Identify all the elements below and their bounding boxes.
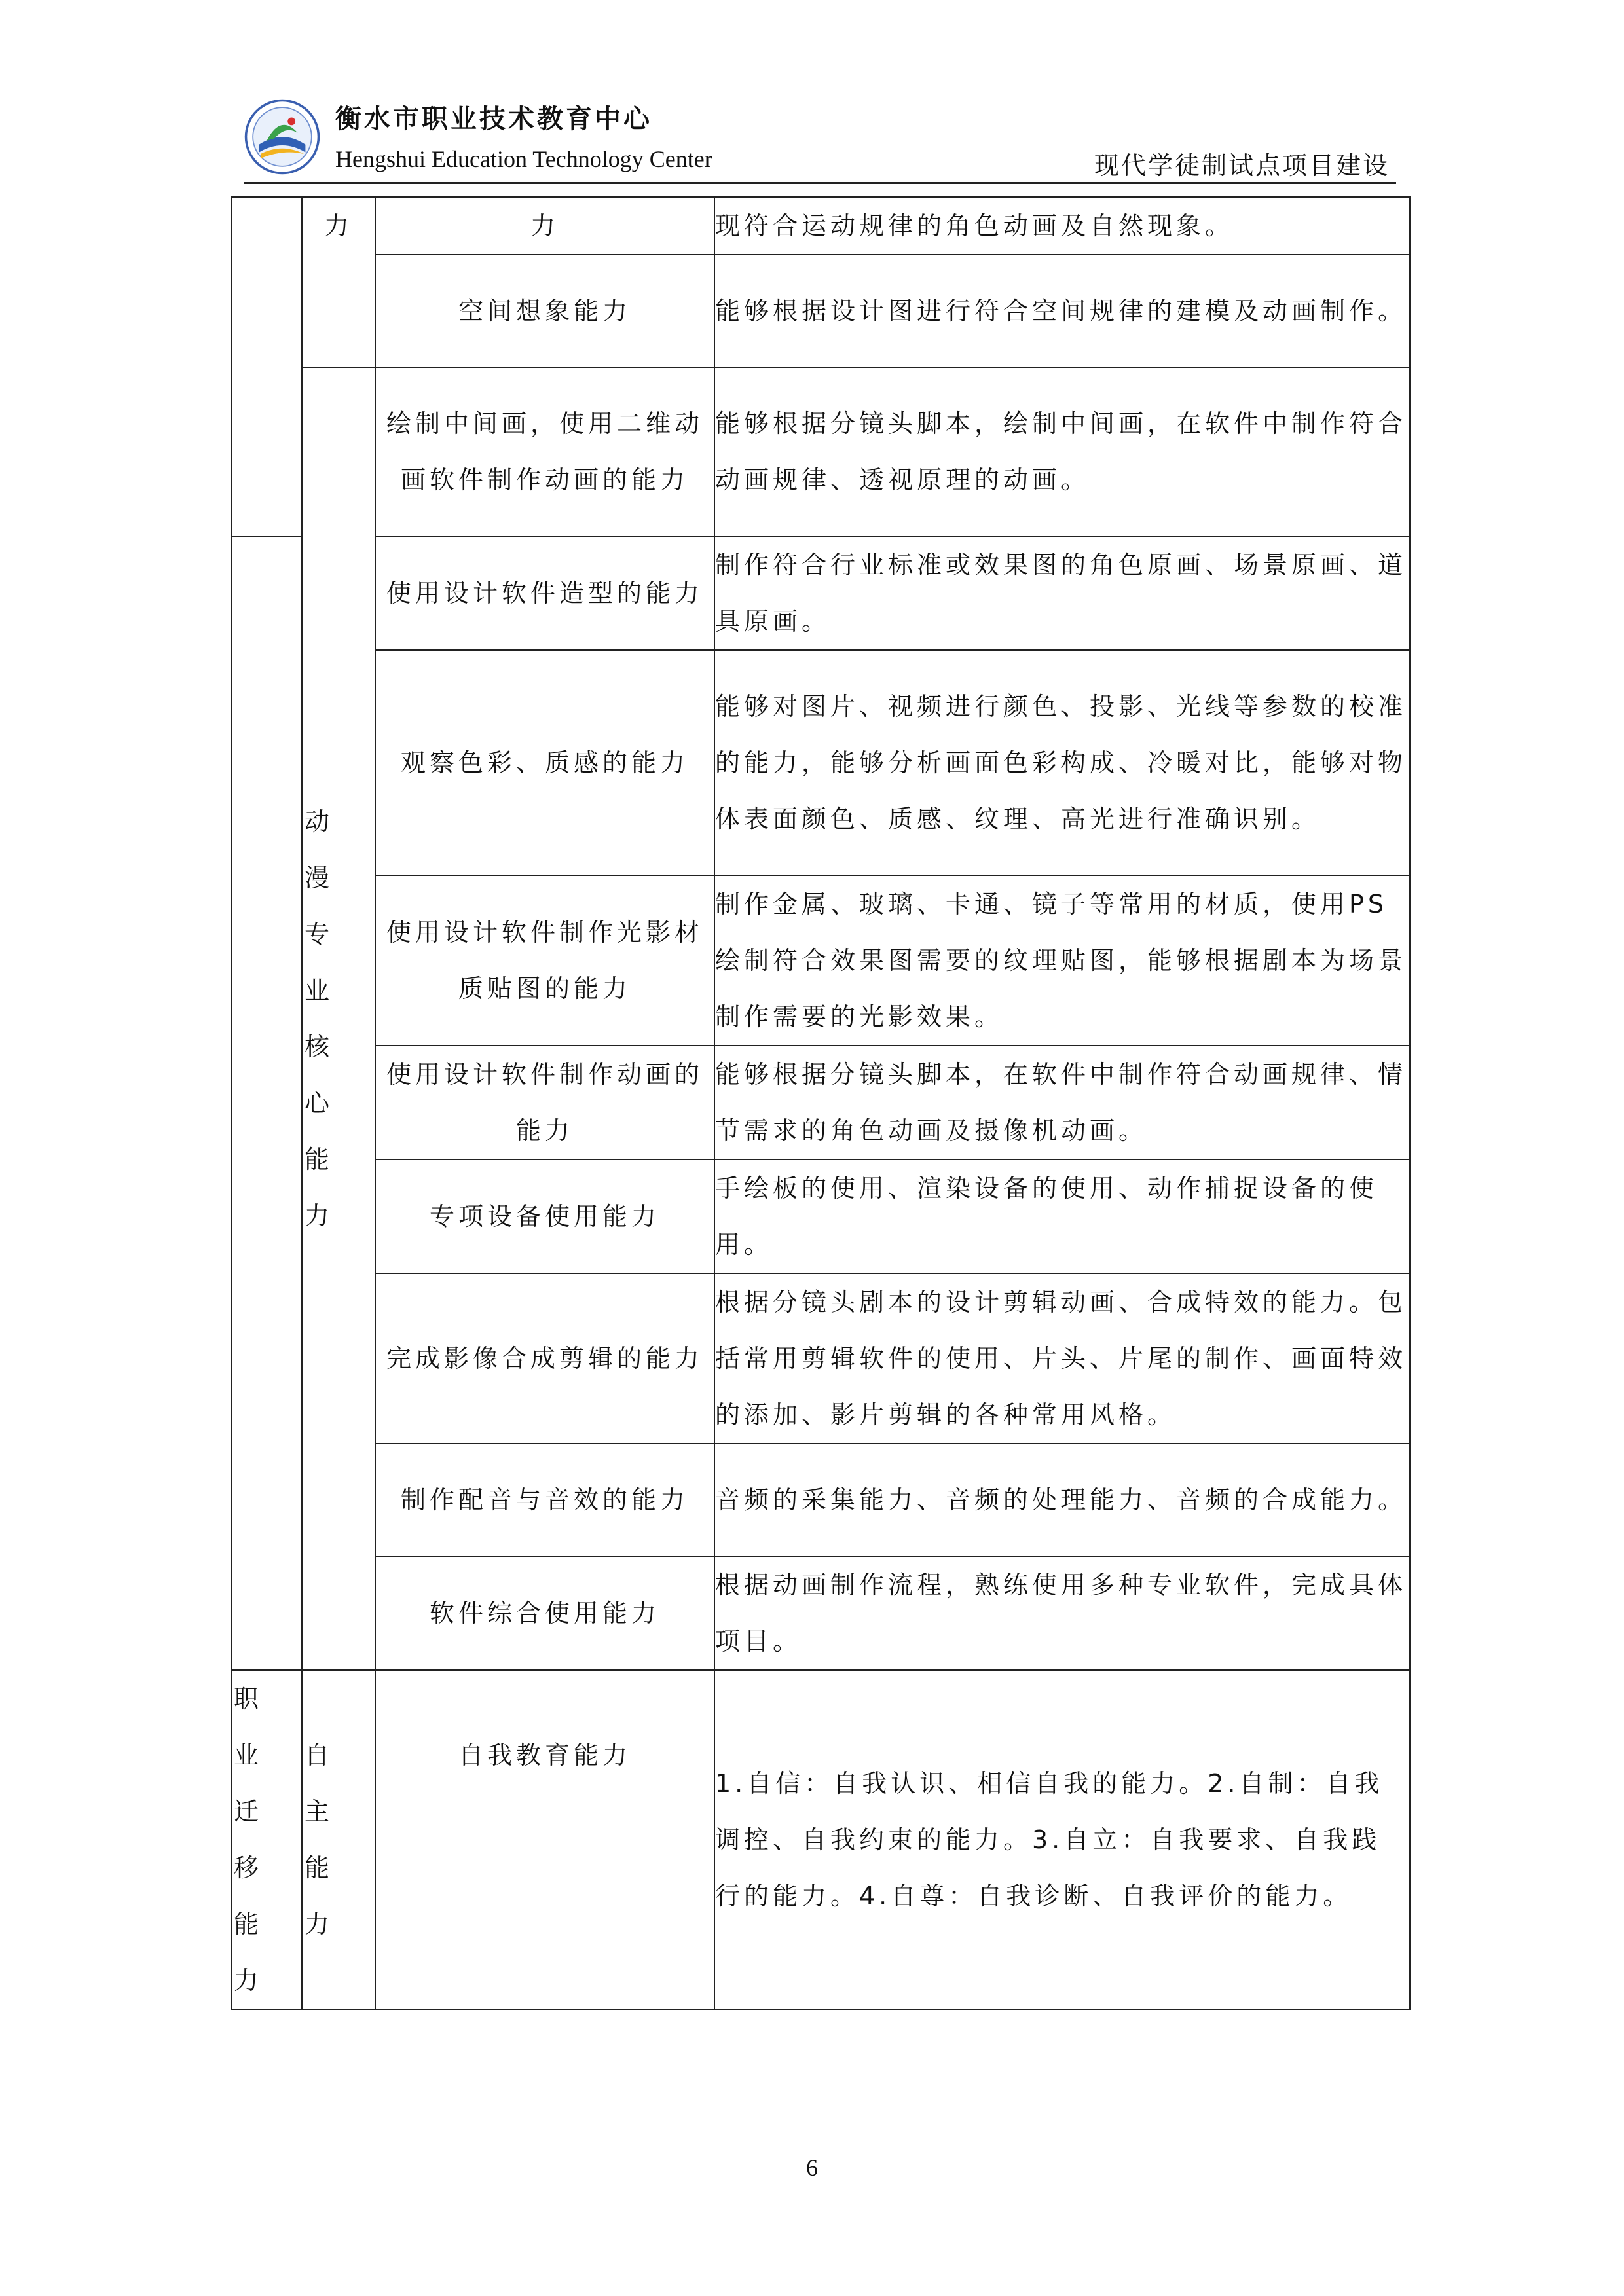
table-row <box>231 536 1410 650</box>
table-row <box>231 1444 1410 1556</box>
ability-cell: 使用设计软件制作动画的能力 <box>375 1046 714 1159</box>
description-cell: 音频的采集能力、音频的处理能力、音频的合成能力。 <box>714 1444 1410 1556</box>
ability-cell: 完成影像合成剪辑的能力 <box>375 1273 714 1444</box>
description-cell: 现符合运动规律的角色动画及自然现象。 <box>714 197 1410 255</box>
ability-cell: 空间想象能力 <box>375 255 714 367</box>
project-title: 现代学徒制试点项目建设 <box>1094 151 1390 180</box>
description-cell: 制作金属、玻璃、卡通、镜子等常用的材质，使用PS绘制符合效果图需要的纹理贴图，能够根据剧本为场景制作需要的光影效果。 <box>714 875 1410 1046</box>
description-cell: 能够对图片、视频进行颜色、投影、光线等参数的校准的能力，能够分析画面色彩构成、冷暖对比，能够对物体表面颜色、质感、纹理、高光进行准确识别。 <box>714 650 1410 875</box>
description-cell: 根据分镜头剧本的设计剪辑动画、合成特效的能力。包括常用剪辑软件的使用、片头、片尾的制作、画面特效的添加、影片剪辑的各种常用风格。 <box>714 1273 1410 1444</box>
table-row <box>231 367 1410 536</box>
ability-cell: 使用设计软件造型的能力 <box>375 536 714 650</box>
organization-name-cn: 衡水市职业技术教育中心 <box>335 104 652 134</box>
ability-cell: 软件综合使用能力 <box>375 1556 714 1670</box>
description-cell: 手绘板的使用、渲染设备的使用、动作捕捉设备的使用。 <box>714 1159 1410 1273</box>
subsection-cell-cont: 力 <box>302 197 375 367</box>
section-transfer-label: 职业迁移能力 <box>233 1685 259 1995</box>
description-cell: 根据动画制作流程，熟练使用多种专业软件，完成具体项目。 <box>714 1556 1410 1670</box>
description-cell: 能够根据设计图进行符合空间规律的建模及动画制作。 <box>714 255 1410 367</box>
table-row <box>231 650 1410 875</box>
table-row <box>231 197 1410 255</box>
table-row <box>231 1159 1410 1273</box>
description-cell: 制作符合行业标准或效果图的角色原画、场景原画、道具原画。 <box>714 536 1410 650</box>
section-cell-empty <box>231 197 302 536</box>
section-transfer-cell <box>231 1670 302 2009</box>
organization-name-en: Hengshui Education Technology Center <box>335 146 712 172</box>
subsection-self-label: 自主能力 <box>304 1741 329 1939</box>
section-cell-empty <box>231 536 302 1670</box>
table-row <box>231 1273 1410 1444</box>
description-cell: 1.自信：自我认识、相信自我的能力。2.自制：自我调控、自我约束的能力。3.自立：自我要求、自我践行的能力。4.自尊：自我诊断、自我评价的能力。 <box>714 1670 1410 2009</box>
section-core-cell <box>302 367 375 1670</box>
table-row <box>231 875 1410 1046</box>
section-core-label: 动漫专业核心能力 <box>304 807 329 1230</box>
header-divider <box>244 182 1396 184</box>
ability-cell: 绘制中间画，使用二维动画软件制作动画的能力 <box>375 367 714 536</box>
ability-cell: 观察色彩、质感的能力 <box>375 650 714 875</box>
page-number: 6 <box>806 2155 818 2181</box>
ability-cell: 使用设计软件制作光影材质贴图的能力 <box>375 875 714 1046</box>
school-logo-icon <box>244 98 321 175</box>
table-row <box>231 1670 1410 2009</box>
description-cell: 能够根据分镜头脚本，绘制中间画，在软件中制作符合动画规律、透视原理的动画。 <box>714 367 1410 536</box>
description-cell: 能够根据分镜头脚本，在软件中制作符合动画规律、情节需求的角色动画及摄像机动画。 <box>714 1046 1410 1159</box>
subsection-self-cell <box>302 1670 375 2009</box>
table-row <box>231 1556 1410 1670</box>
table-row <box>231 1046 1410 1159</box>
ability-cell: 力 <box>375 197 714 255</box>
ability-cell: 专项设备使用能力 <box>375 1159 714 1273</box>
ability-table <box>231 196 1411 2010</box>
table-row <box>231 255 1410 367</box>
ability-cell: 自我教育能力 <box>375 1670 714 2009</box>
ability-cell: 制作配音与音效的能力 <box>375 1444 714 1556</box>
